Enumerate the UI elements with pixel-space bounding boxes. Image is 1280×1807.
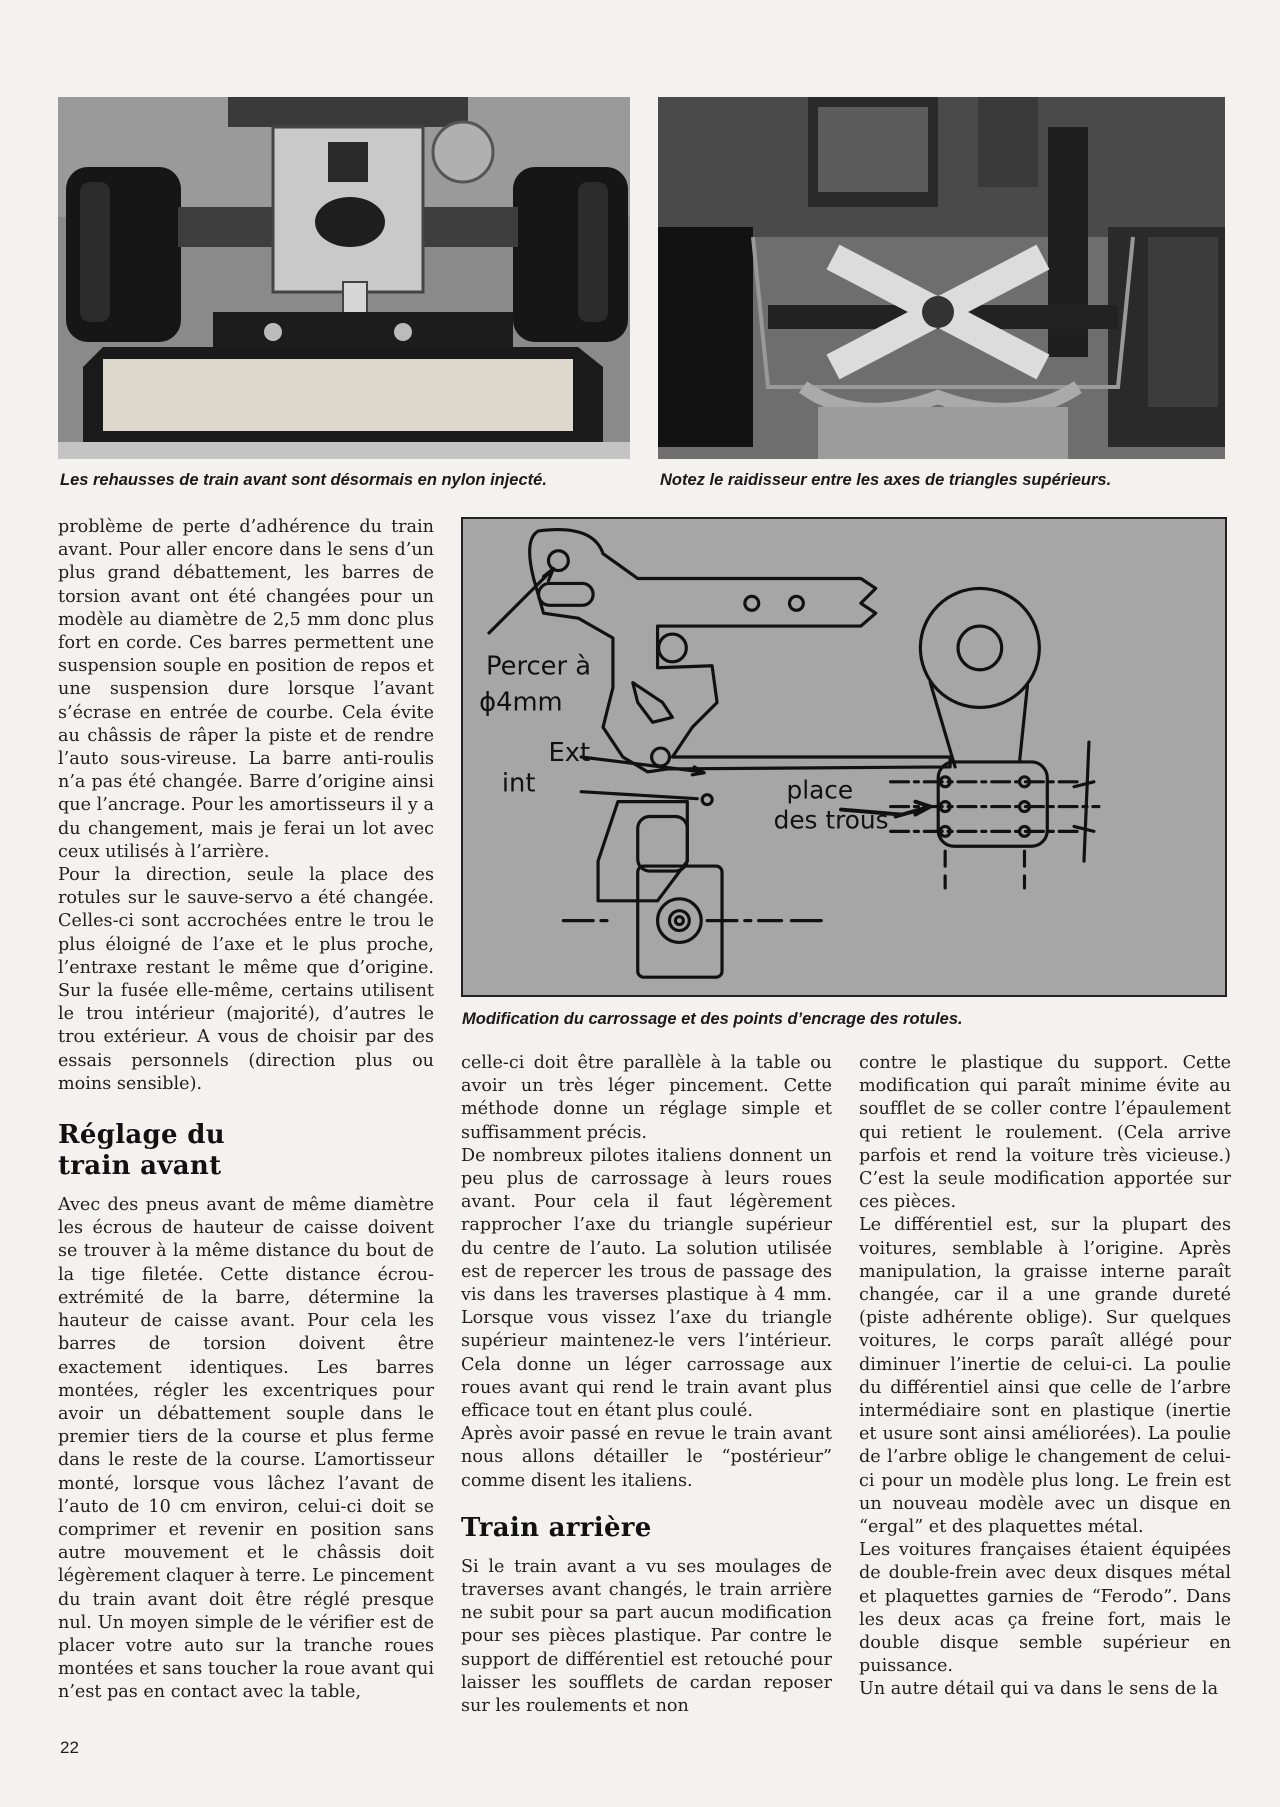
col2-para4: Si le train avant a vu ses moulages de traverses avant changés, le train arrière ne subit pour sa part aucun modification pour ses pièces plastique. Par contre le support de différentiel est retouché pour laisser les soufflets de cardan reposer sur les roulements et non [461,1556,832,1717]
col1-para1: problème de perte d’adhérence du train avant. Pour aller encore dans le sens d’un plus grand débattement, les barres de torsion avant ont été changées pour un modèle au diamètre de 2,5 mm donc plus fort en corde. Ces barres permettent une suspension souple en position de repos et une suspension dure lorsque l’avant s’écrase en entrée de courbe. Cela évite au châssis de râper la piste et de rendre l’auto sous-vireuse. La barre anti-roulis n’a pas été changée. Barre d’origine ainsi que l’ancrage. Pour les amortisseurs il y a du changement, mais je ferai un lot avec ceux utilisés à l’arrière. [58,517,434,862]
col2-para1: celle-ci doit être parallèle à la table ou avoir un très léger pincement. Cette méthode donne un réglage simple et suffisamment précis. [461,1053,832,1143]
front-suspension-image [58,97,630,459]
col3-para2: Le différentiel est, sur la plupart des voitures, semblable à l’origine. Après manipulation, la graisse interne paraît changée, car il a une grande dureté (piste adhérente oblige). Sur quelques voitures, le corps paraît allégé pour diminuer l’inertie de celui-ci. La poulie du différentiel ainsi que celle de l’arbre intermédiaire sont en plastique (inertie et usure sont ainsi améliorées). La poulie de l’arbre oblige le changement de celui-ci pour un modèle plus long. Le frein est un nouveau modèle avec un disque en “ergal” et des plaquettes métal. [859,1215,1231,1538]
left-photo-caption: Les rehausses de train avant sont désormais en nylon injecté. [60,471,547,489]
column-3 [859,1052,1231,1702]
label-percer-line2: ϕ4mm [479,687,563,718]
col2-para2: De nombreux pilotes italiens donnent un peu plus de carrossage à leurs roues avant. Pour cela il faut légèrement rapprocher l’axe du triangle supérieur du centre de l’auto. La solution utilisée est de repercer les trous de passage des vis dans les traverses plastique à 4 mm. Lorsque vous vissez l’axe du triangle supérieur maintenez-le vers l’intérieur. Cela donne un léger carrossage aux roues avant qui rend le train avant plus efficace tout en étant plus coulé. [461,1145,832,1422]
col3-para4: Un autre détail qui va dans le sens de la [859,1679,1219,1700]
label-place: place [786,775,854,805]
col1-para2: Pour la direction, seule la place des rotules sur le sauve-servo a été changée. Celles-ci sont accrochées entre le trou le plus éloigné de l’axe et le plus proche, l’entraxe restant le même que d’origine. Sur la fusée elle-même, certains utilisent le trou intérieur (majorité), d’autres le trou extérieur. A vous de choisir par des essais personnels (direction plus ou moins sensible). [58,865,434,1094]
camber-drawing [463,519,1225,995]
col3-para1: contre le plastique du support. Cette modification qui paraît minime évite au soufflet de se coller contre l’épaulement qui retient le roulement. (Cela arrive parfois et rend la voiture très vicieuse.) C’est la seule modification apportée sur ces pièces. [859,1053,1231,1213]
label-int: int [501,768,536,799]
stiffener-image [658,97,1225,459]
label-percer-line1: Percer à [486,651,592,682]
column-1 [58,516,434,1705]
label-ext: Ext [548,737,591,768]
right-photo-caption: Notez le raidisseur entre les axes de triangles supérieurs. [660,471,1112,489]
page-number: 22 [60,1738,79,1757]
col3-para3: Les voitures françaises étaient équipées de double-frein avec deux disques métal et plaquettes garnies de “Ferodo”. Dans les deux acas ça freine fort, mais le double disque semble supérieur en puissance. [859,1540,1231,1677]
column-2 [461,1052,832,1718]
photo-front-suspension [58,97,630,459]
label-des-trous: des trous [773,805,889,835]
col1-para3: Avec des pneus avant de même diamètre les écrous de hauteur de caisse doivent se trouver à la même distance du bout de la tige filetée. Cette distance écrou-extrémité de la barre, détermine la hauteur de caisse avant. Pour cela les barres de torsion doivent être exactement identiques. Les barres montées, régler les excentriques pour avoir un débattement souple dans le premier tiers de la course et plus ferme dans le reste de la course. L’amortisseur monté, lorsque vous lâchez l’avant de l’auto de 10 cm environ, celui-ci doit se comprimer et revenir en position sans autre mouvement et le châssis doit légèrement claquer à terre. Le pincement du train avant doit être réglé presque nul. Un moyen simple de le vérifier est de placer votre auto sur la tranche roues montées et sans toucher la roue avant qui n’est pas en contact avec la table, [58,1195,434,1703]
heading-reglage-train-avant: Réglage du train avant [58,1120,225,1182]
photo-upper-arm-stiffener [658,97,1225,459]
diagram-caption: Modification du carrossage et des points d’encrage des rotules. [462,1010,963,1028]
camber-diagram [461,517,1227,997]
heading-train-arriere: Train arrière [461,1512,652,1543]
col2-para3: Après avoir passé en revue le train avant nous allons détailler le “postérieur” comme disent les italiens. [461,1424,832,1491]
